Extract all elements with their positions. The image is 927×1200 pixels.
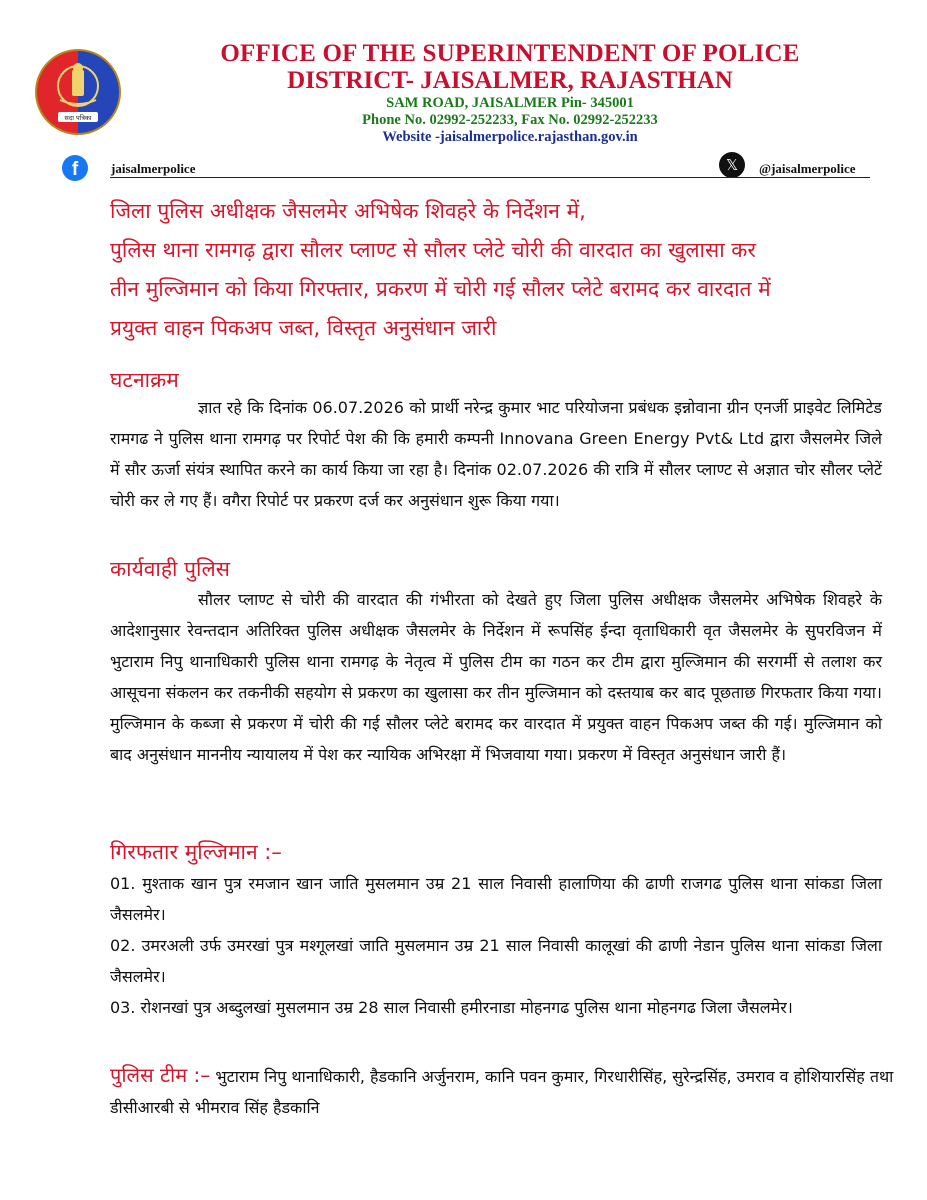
office-title: OFFICE OF THE SUPERINTENDENT OF POLICE	[220, 40, 800, 67]
incident-heading: घटनाक्रम	[110, 368, 179, 392]
rajasthan-police-emblem-icon	[34, 48, 122, 136]
arrested-heading: गिरफतार मुल्जिमान :–	[110, 840, 282, 864]
headline-line: प्रयुक्त वाहन पिकअप जब्त, विस्तृत अनुसंधान जारी	[110, 316, 497, 340]
x-twitter-icon[interactable]: 𝕏	[719, 152, 745, 178]
action-paragraph	[110, 584, 882, 770]
headline-line: जिला पुलिस अधीक्षक जैसलमेर अभिषेक शिवहरे के निर्देशन में,	[110, 199, 586, 223]
phone-line: Phone No. 02992-252233, Fax No. 02992-252233	[362, 112, 658, 128]
list-item: 03. रोशनखां पुत्र अब्दुलखां मुसलमान उम्र 28 साल निवासी हमीरनाडा मोहनगढ पुलिस थाना मोहनगढ जिला जैसलमेर।	[110, 998, 793, 1017]
social-row	[62, 152, 872, 180]
list-item: 02. उमरअली उर्फ उमरखां पुत्र मश्गूलखां जाति मुसलमान उम्र 21 साल निवासी कालूखां की ढाणी नेडान पुलिस थाना सांकडा जिला जैसलमेर।	[110, 936, 882, 986]
police-team	[110, 1060, 895, 1123]
headline	[110, 192, 895, 348]
headline-line: तीन मुल्जिमान को किया गिरफ्तार, प्रकरण में चोरी गई सौलर प्लेटे बरामद कर वारदात में	[110, 277, 771, 301]
arrested-list	[110, 868, 882, 1023]
incident-paragraph	[110, 392, 882, 516]
svg-text:सदा पत्रिका: सदा पत्रिका	[64, 114, 92, 122]
action-heading: कार्यवाही पुलिस	[110, 557, 230, 581]
x-handle[interactable]: @jaisalmerpolice	[759, 161, 856, 176]
district-title: DISTRICT- JAISALMER, RAJASTHAN	[287, 67, 733, 94]
address-line: SAM ROAD, JAISALMER Pin- 345001	[386, 95, 634, 111]
team-members: भुटाराम निपु थानाधिकारी, हैडकानि अर्जुनराम, कानि पवन कुमार, गिरधारीसिंह, सुरेन्द्रसिंह, उमराव व होशियारसिंह तथा डीसीआरबी से भीमराव सिंह हैडकानि	[110, 1067, 894, 1117]
action-text: सौलर प्लाण्ट से चोरी की वारदात की गंभीरता को देखते हुए जिला पुलिस अधीक्षक जैसलमेर अभिषेक शिवहरे के आदेशानुसार रेवन्तदान अतिरिक्त पुलिस अधीक्षक जैसलमेर के निर्देशन में रूपसिंह ईन्दा वृताधिकारी वृत जैसलमेर के सुपरविजन में भुटाराम निपु थानाधिकारी पुलिस थाना रामगढ़ के नेतृत्व में पुलिस टीम का गठन कर टीम द्वारा मुल्जिमान की सरगर्मी से तलाश कर आसूचना संकलन कर तकनीकी सहयोग से प्रकरण का खुलासा कर तीन मुल्जिमान को दस्तयाब कर बाद पूछताछ गिरफतार किया गया। मुल्जिमान के कब्जा से प्रकरण में चोरी की गई सौलर प्लेटे बरामद कर वारदात में प्रयुक्त वाहन पिकअप जब्त की गई। मुल्जिमान को बाद अनुसंधान माननीय न्यायालय में पेश कर न्यायिक अभिरक्षा में भिजवाया गया। प्रकरण में विस्तृत अनुसंधान जारी हैं।	[110, 590, 882, 764]
list-item: 01. मुश्ताक खान पुत्र रमजान खान जाति मुसलमान उम्र 21 साल निवासी हालाणिया की ढाणी राजगढ पुलिस थाना सांकडा जिला जैसलमेर।	[110, 874, 882, 924]
facebook-icon[interactable]: f	[62, 155, 88, 181]
team-label: पुलिस टीम :–	[110, 1063, 211, 1087]
website-line: Website -jaisalmerpolice.rajasthan.gov.in	[382, 129, 638, 145]
header-divider	[110, 177, 870, 178]
facebook-handle[interactable]: jaisalmerpolice	[111, 161, 196, 176]
incident-text: ज्ञात रहे कि दिनांक 06.07.2026 को प्रार्थी नरेन्द्र कुमार भाट परियोजना प्रबंधक इन्नोवाना ग्रीन एनर्जी प्राइवेट लिमिटेड रामगढ ने पुलिस थाना रामगढ़ पर रिपोर्ट पेश की कि हमारी कम्पनी Innovana Green Energy Pvt& Ltd द्वारा जैसलमेर जिले में सौर ऊर्जा संयंत्र स्थापित करने का कार्य किया जा रहा है। दिनांक 02.07.2026 की रात्रि में सौलर प्लाण्ट से अज्ञात चोर सौलर प्लेटें चोरी कर ले गए हैं। वगैरा रिपोर्ट पर प्रकरण दर्ज कर अनुसंधान शुरू किया गया।	[110, 398, 882, 510]
headline-line: पुलिस थाना रामगढ़ द्वारा सौलर प्लाण्ट से सौलर प्लेटे चोरी की वारदात का खुलासा कर	[110, 238, 757, 262]
